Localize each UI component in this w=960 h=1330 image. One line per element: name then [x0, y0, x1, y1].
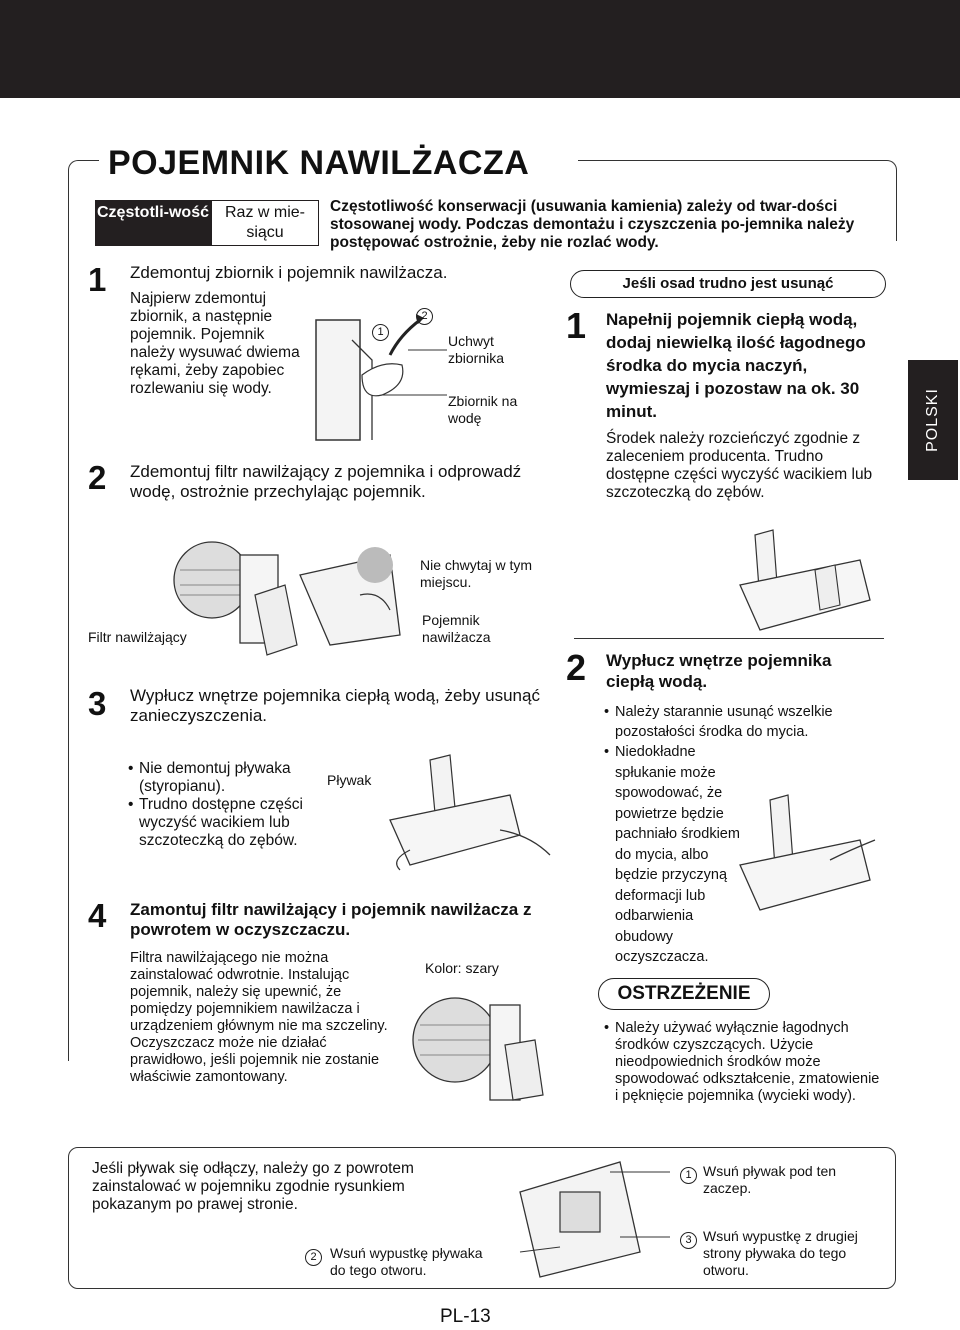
frequency-value: Raz w mie-siącu — [211, 200, 319, 246]
deposit-step-2-heading: Wypłucz wnętrze pojemnika ciepłą wodą. — [606, 651, 832, 691]
step-1-number: 1 — [88, 261, 107, 298]
float-label: Pływak — [327, 772, 372, 788]
rinse-container-illustration — [330, 750, 560, 880]
step-3-bullet-1: • Nie demontuj pływaka (styropianu). — [128, 760, 323, 796]
step-3-heading: Wypłucz wnętrze pojemnika ciepłą wodą, żeby usunąć zanieczyszczenia. — [130, 686, 540, 725]
step-4-text: Filtra nawilżającego nie można zainstalować odwrotnie. Instalując pojemnik, należy się upewnić, że pomiędzy pojemnikiem nawilżacza i urządzeniem głównym nie ma szczeliny. Oczyszczacz może nie działać prawidłowo, jeśli pojemnik nie zostanie właściwie zamontowany. — [130, 950, 388, 1085]
page-title: POJEMNIK NAWILŻACZA — [108, 144, 530, 182]
page-number: PL-13 — [440, 1306, 491, 1327]
language-tab-label: POLSKI — [924, 388, 941, 452]
warning-text: • Należy używać wyłącznie łagodnych środków czyszczących. Użycie nieodpowiednich środków może spowodować odkształcenie, zmatowienie i pęknięcie pojemnika (wycieki wody). — [604, 1020, 886, 1105]
step-4-heading: Zamontuj filtr nawilżający i pojemnik nawilżacza z powrotem w oczyszczaczu. — [130, 900, 532, 939]
header-bar — [0, 0, 960, 98]
water-tank-label: Zbiornik na wodę — [448, 393, 518, 426]
warning-title: OSTRZEŻENIE — [598, 978, 770, 1010]
float-step-2-text: Wsuń wypustkę pływaka do tego otworu. — [330, 1245, 483, 1278]
humidifier-container-label: Pojemnik nawilżacza — [422, 612, 491, 645]
frequency-label: Częstotli-wość — [95, 200, 211, 246]
float-note-text: Jeśli pływak się odłączy, należy go z powrotem zainstalować w pojemniku zgodnie rysunkiem pokazanym po prawej stronie. — [92, 1160, 414, 1213]
step-1-text: Najpierw zdemontuj zbiornik, a następnie pojemnik. Pojemnik należy wysuwać dwiema rękami, żeby zapobiec rozlewaniu się wody. — [130, 290, 300, 397]
float-install-illustration — [500, 1152, 670, 1282]
deposit-step-1-heading: Napełnij pojemnik ciepłą wodą, dodaj niewielką ilość łagodnego środka do mycia naczyń, wymieszaj i pozostaw na ok. 30 minut. — [606, 310, 866, 421]
rinse-deposit-illustration — [730, 790, 880, 920]
step-1-marker-1: 1 — [372, 322, 389, 341]
float-step-3-marker: 3 — [680, 1230, 697, 1249]
language-tab — [908, 360, 958, 480]
intro-text: Częstotliwość konserwacji (usuwania kamienia) zależy od twar-dości stosowanej wody. Podczas demontażu i czyszczenia po-jemnika należy postępować ostrożnie, żeby nie rozlać wody. — [330, 198, 855, 251]
step-2-number: 2 — [88, 459, 107, 496]
deposit-step-1-number: 1 — [566, 305, 587, 346]
step-1-heading: Zdemontuj zbiornik i pojemnik nawilżacza. — [130, 263, 448, 282]
tank-handle-label: Uchwyt zbiornika — [448, 333, 505, 366]
float-step-1-text: Wsuń pływak pod ten zaczep. — [703, 1163, 837, 1196]
float-step-2-marker: 2 — [305, 1247, 322, 1266]
no-grip-label: Nie chwytaj w tym miejscu. — [420, 557, 533, 590]
deposit-step-2-bullet-2: • Niedokładne spłukanie może spowodować, że powietrze będzie pachniało środkiem do mycia, albo będzie przyczyną deformacji lub odbarwienia obudowy oczyszczacza. — [604, 742, 740, 968]
step-3-number: 3 — [88, 685, 107, 722]
soak-container-illustration — [735, 525, 880, 635]
deposit-step-1-text: Środek należy rozcieńczyć zgodnie z zaleceniem producenta. Trudno dostępne części wyczyść wacikiem lub szczoteczką do zębów. — [606, 430, 873, 501]
color-gray-label: Kolor: szary — [425, 960, 499, 976]
float-step-3-text: Wsuń wypustkę z drugiej strony pływaka do tego otworu. — [703, 1228, 858, 1278]
step-1-marker-2: 2 — [416, 306, 433, 325]
humidifier-filter-label: Filtr nawilżający — [88, 629, 187, 645]
deposit-section-title: Jeśli osad trudno jest usunąć — [570, 270, 886, 298]
step-3-bullets — [128, 760, 323, 850]
warning-bullets — [604, 1020, 886, 1105]
step-2-heading: Zdemontuj filtr nawilżający z pojemnika i odprowadź wodę, ostrożnie przechylając pojemnik. — [130, 462, 522, 501]
reinstall-illustration — [400, 985, 560, 1115]
deposit-step-2-bullet-1: • Należy starannie usunąć wszelkie pozostałości środka do mycia. — [604, 702, 886, 742]
float-step-1-marker: 1 — [680, 1165, 697, 1184]
deposit-divider-line — [574, 638, 884, 639]
deposit-step-2-number: 2 — [566, 647, 587, 688]
step-3-bullet-2: • Trudno dostępne części wyczyść wacikiem lub szczoteczką do zębów. — [128, 796, 323, 850]
step-4-number: 4 — [88, 897, 107, 934]
